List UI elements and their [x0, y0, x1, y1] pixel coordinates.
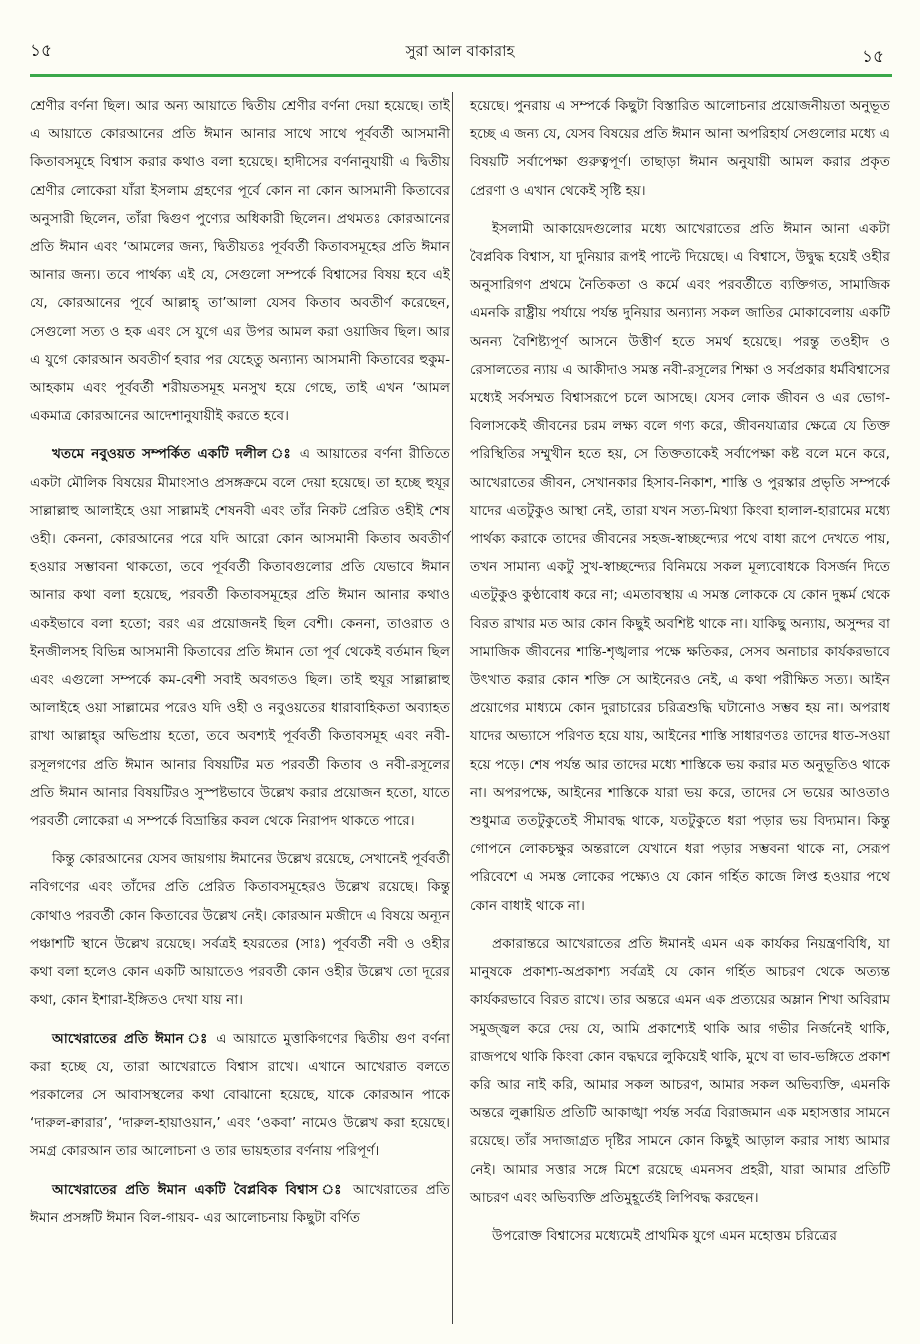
page-number-left: ১৫	[30, 41, 53, 61]
section-heading: আখেরাতের প্রতি ঈমান একটি বৈপ্লবিক বিশ্বাস ঃ	[52, 1181, 346, 1198]
paragraph-body: এ আয়াতের বর্ণনা রীতিতে একটা মৌলিক বিষয়ের মীমাংসাও প্রসঙ্গক্রমে বলে দেয়া হয়েছে। তা হচ্ছে হুযূর সাল্লাল্লাহু আলাইহে ওয়া সাল্লামই শেষনবী এবং তাঁর নিকট প্রেরিত ওহীই শেষ ওহী। কেননা, কোরআনের পরে যদি আরো কোন আসমানী কিতাব অবতীর্ণ হওয়ার সম্ভাবনা থাকতো, তবে পূর্ববর্তী কিতাবগুলোর প্রতি যেভাবে ঈমান আনার কথা বলা হয়েছে, পরবর্তী কিতাবসমূহের প্রতি ঈমান আনার কথাও একইভাবে বলা হতো; বরং এর প্রয়োজনই ছিল বেশী। কেননা, তাওরাত ও ইনজীলসহ বিভিন্ন আসমানী কিতাবের প্রতি ঈমান তো পূর্ব থেকেই বর্তমান ছিল এবং এগুলো সম্পর্কে কম-বেশী সবাই অবগতও ছিল। তাই হুযূর সাল্লাল্লাহু আলাইহে ওয়া সাল্লামের পরেও যদি ওহী ও নবুওয়তের ধারাবাহিকতা অব্যাহত রাখা আল্লাহ্‌র অভিপ্রায় হতো, তবে অবশ্যই পূর্ববর্তী কিতাবসমূহ এবং নবী-রসূলগণের প্রতি ঈমান আনার বিষয়টির মত পরবর্তী কিতাব ও নবী-রসূলের প্রতি ঈমান আনার বিষয়টিরও সুস্পষ্টভাবে উল্লেখ করার প্রয়োজন হতো, যাতে পরবর্তী লোকেরা এ সম্পর্কে বিভ্রান্তির কবল থেকে নিরাপদ থাকতে পারে।	[30, 446, 451, 830]
page-header	[0, 0, 920, 70]
paragraph: প্রকারান্তরে আখেরাতের প্রতি ঈমানই এমন এক কার্যকর নিয়ন্ত্রণবিধি, যা মানুষকে প্রকাশ্য-অপ্রকাশ্য সর্বত্রই যে কোন গর্হিত আচরণ থেকে অত্যন্ত কার্যকরভাবে বিরত রাখে। তার অন্তরে এমন এক প্রত্যয়ের অম্লান শিখা অবিরাম সমুজ্জ্বল করে দেয় যে, আমি প্রকাশ্যেই থাকি আর গভীর নির্জনেই থাকি, রাজপথে থাকি কিংবা কোন বদ্ধঘরে লুকিয়েই থাকি, মুখে বা ভাব-ভঙ্গিতে প্রকাশ করি আর নাই করি, আমার সকল আচরণ, আমার সকল অভিব্যক্তি, এমনকি অন্তরে লুক্কায়িত প্রতিটি আকাঙ্খা পর্যন্ত সর্বত্র বিরাজমান এক মহাসত্তার সামনে রয়েছে। তাঁর সদাজাগ্রত দৃষ্টির সামনে কোন কিছুই আড়াল করার সাধ্য আমার নেই। আমার সত্তার সঙ্গে মিশে রয়েছে এমনসব প্রহরী, যারা আমার প্রতিটি আচরণ এবং অভিব্যক্তি প্রতিমুহূর্তেই লিপিবদ্ধ করছেন।	[470, 935, 890, 1206]
section-heading: আখেরাতের প্রতি ঈমান ঃ	[52, 1030, 210, 1047]
paragraph: উপরোক্ত বিশ্বাসের মধ্যেমেই প্রাথমিক যুগে এমন মহোত্তম চরিত্রের	[492, 1227, 837, 1244]
paragraph-body: এ আয়াতে মুত্তাকিগণের দ্বিতীয় গুণ বর্ণনা করা হচ্ছে যে, তারা আখেরাতে বিশ্বাস রাখে। এখানে আখেরাত বলতে পরকালের সে আবাসস্থলের কথা বোঝানো হয়েছে, যাকে কোরআন পাকে ‘দারুল-ক্বারার’, ‘দারুল-হায়াওয়ান,’ এবং ‘ওকবা’ নামেও উল্লেখ করা হয়েছে। সমগ্র কোরআন তার আলোচনা ও তার ভায়হতার বর্ণনায় পরিপূর্ণ।	[30, 1030, 450, 1160]
paragraph	[30, 1025, 450, 1166]
paragraph: শ্রেণীর বর্ণনা ছিল। আর অন্য আয়াতে দ্বিতীয় শ্রেণীর বর্ণনা দেয়া হয়েছে। তাই এ আয়াতে কোরআনের প্রতি ঈমান আনার সাথে সাথে পূর্ববর্তী আসমানী কিতাবসমূহে বিশ্বাস করার কথাও বলা হয়েছে। হাদীসের বর্ণনানুযায়ী এ দ্বিতীয় শ্রেণীর লোকেরা যাঁরা ইসলাম গ্রহণের পূর্বে কোন না কোন আসমানী কিতাবের অনুসারী ছিলেন, তাঁরা দ্বিগুণ পুণ্যের অধিকারী ছিলেন। প্রথমতঃ কোরআনের প্রতি ঈমান এবং ‘আমলের জন্য, দ্বিতীয়তঃ পূর্ববর্তী কিতাবসমূহের প্রতি ঈমান আনার জন্য। তবে পার্থক্য এই যে, সেগুলো সম্পর্কে বিশ্বাসের বিষয় হবে এই যে, কোরআনের পূর্বে আল্লাহ্ তা’আলা যেসব কিতাব অবতীর্ণ করেছেন, সেগুলো সত্য ও হক এবং সে যুগে এর উপর আমল করা ওয়াজিব ছিল। আর এ যুগে কোরআন অবতীর্ণ হবার পর যেহেতু অন্যান্য আসমানী কিতাবের হুকুম-আহকাম এবং পূর্ববর্তী শরীয়তসমূহ মনসুখ হয়ে গেছে, তাই এখন ‘আমল একমাত্র কোরআনের আদেশানুযায়ীই করতে হবে।	[30, 98, 450, 425]
column-divider	[452, 92, 453, 1324]
paragraph: ইসলামী আকায়েদগুলোর মধ্যে আখেরাতের প্রতি ঈমান আনা একটা বৈপ্লবিক বিশ্বাস, যা দুনিয়ার রূপই পাল্টে দিয়েছে। এ বিশ্বাসে, উদ্বুদ্ধ হয়েই ওহীর অনুসারিগণ প্রথমে নৈতিকতা ও কর্মে এবং পরবর্তীতে ব্যক্তিগত, সামাজিক এমনকি রাষ্ট্রীয় পর্যায়ে পর্যন্ত দুনিয়ার অন্যান্য সকল জাতির মোকাবেলায় একটি অনন্য বৈশিষ্ট্যপূর্ণ আসনে উত্তীর্ণ হতে সমর্থ হয়েছে। পরন্তু তওহীদ ও রেসালতের ন্যায় এ আকীদাও সমস্ত নবী-রসূলের শিক্ষা ও সর্বপ্রকার ধর্মবিশ্বাসের মধ্যেই সর্বসম্মত বিশ্বাসরূপে চলে আসছে। যেসব লোক জীবন ও এর ভোগ-বিলাসকেই জীবনের চরম লক্ষ্য বলে গণ্য করে, জীবনযাত্রার ক্ষেত্রে যে তিক্ত পরিস্থিতির সম্মুখীন হতে হয়, সে তিক্ততাকেই সর্বাপেক্ষা কষ্ট বলে মনে করে, আখেরাতের জীবন, সেখানকার হিসাব-নিকাশ, শাস্তি ও পুরস্কার প্রভৃতি সম্পর্কে যাদের এতটুকুও আস্থা নেই, তারা যখন সত্য-মিথ্যা কিংবা হালাল-হারামের মধ্যে পার্থক্য করাকে তাদের জীবনের সহজ-স্বাচ্ছন্দ্যের পথে বাধা রূপে দেখতে পায়, তখন সামান্য একটু সুখ-স্বাচ্ছন্দ্যের বিনিময়ে সকল মূল্যবোধকে বিসর্জন দিতে এতটুকুও কুণ্ঠাবোধ করে না; এমতাবস্থায় এ সমস্ত লোককে যে কোন দুষ্কর্ম থেকে বিরত রাখার মত আর কোন কিছুই অবশিষ্ট থাকে না। যাকিছু অন্যায়, অসুন্দর বা সামাজিক জীবনের শান্তি-শৃঙ্খলার পক্ষে ক্ষতিকর, সেসব অনাচার কার্যকরভাবে উৎখাত করার কোন শক্তি সে আইনেরও নেই, এ কথা পরীক্ষিত সত্য। আইন প্রয়োগের মাধ্যমে কোন দুরাচারের চরিত্রশুদ্ধি ঘটানোও সম্ভব হয় না। অপরাধ যাদের অভ্যাসে পরিণত হয়ে যায়, আইনের শাস্তি সাধারণতঃ তাদের ধাত-সওয়া হয়ে পড়ে। শেষ পর্যন্ত আর তাদের মধ্যে শাস্তিকে ভয় করার মত অনুভূতিও থাকে না। অপরপক্ষে, আইনের শাস্তিকে যারা ভয় করে, তাদের সে ভয়ের আওতাও শুধুমাত্র ততটুকুতেই সীমাবদ্ধ থাকে, যতটুকুতে ধরা পড়ার ভয় বিদ্যমান। কিন্তু গোপনে লোকচক্ষুর অন্তরালে যেখানে ধরা পড়ার সম্ভবনা থাকে না, সেরূপ পরিবেশে এ সমস্ত লোকের পক্ষ্যেও যে কোন গর্হিত কাজে লিপ্ত হওয়ার পথে কোন বাধাই থাকে না।	[470, 220, 890, 914]
paragraph-body: আখেরাতের প্রতি ঈমান প্রসঙ্গটি ঈমান বিল-গায়ব- এর আলোচনায় কিছুটা বর্ণিত	[30, 1181, 451, 1226]
page-number-right: ১৫	[861, 47, 884, 67]
paragraph	[30, 1176, 450, 1232]
left-column	[30, 92, 450, 1242]
header-rule	[30, 74, 892, 77]
paragraph: কিন্তু কোরআনের যেসব জায়গায় ঈমানের উল্লেখ রয়েছে, সেখানেই পূর্ববর্তী নবিগণের এবং তাঁদের প্রতি প্রেরিত কিতাবসমূহেরও উল্লেখ রয়েছে। কিন্তু কোথাও পরবর্তী কোন কিতাবের উল্লেখ নেই। কোরআন মজীদে এ বিষয়ে অন্যূন পঞ্চাশটি স্থানে উল্লেখ রয়েছে। সর্বত্রই হযরতের (সাঃ) পূর্ববর্তী নবী ও ওহীর কথা বলা হলেও কোন একটি আয়াতেও পরবর্তী কোন ওহীর উল্লেখ তো দূরের কথা, কোন ইশারা-ইঙ্গিতও দেখা যায় না।	[30, 851, 450, 1009]
paragraph: হয়েছে। পুনরায় এ সম্পর্কে কিছুটা বিস্তারিত আলোচনার প্রয়োজনীয়তা অনুভূত হচ্ছে এ জন্য যে, যেসব বিষয়ের প্রতি ঈমান আনা অপরিহার্য সেগুলোর মধ্যে এ বিষয়টি সর্বাপেক্ষা গুরুত্বপূর্ণ। তাছাড়া ঈমান অনুযায়ী আমল করার প্রকৃত প্রেরণা ও এখান থেকেই সৃষ্টি হয়।	[470, 98, 890, 199]
paragraph	[30, 440, 450, 835]
surah-title: সুরা আল বাকারাহ	[405, 42, 515, 60]
section-heading: খতমে নবুওয়ত সম্পর্কিত একটি দলীল ঃ	[52, 446, 294, 463]
right-column	[470, 92, 890, 1260]
